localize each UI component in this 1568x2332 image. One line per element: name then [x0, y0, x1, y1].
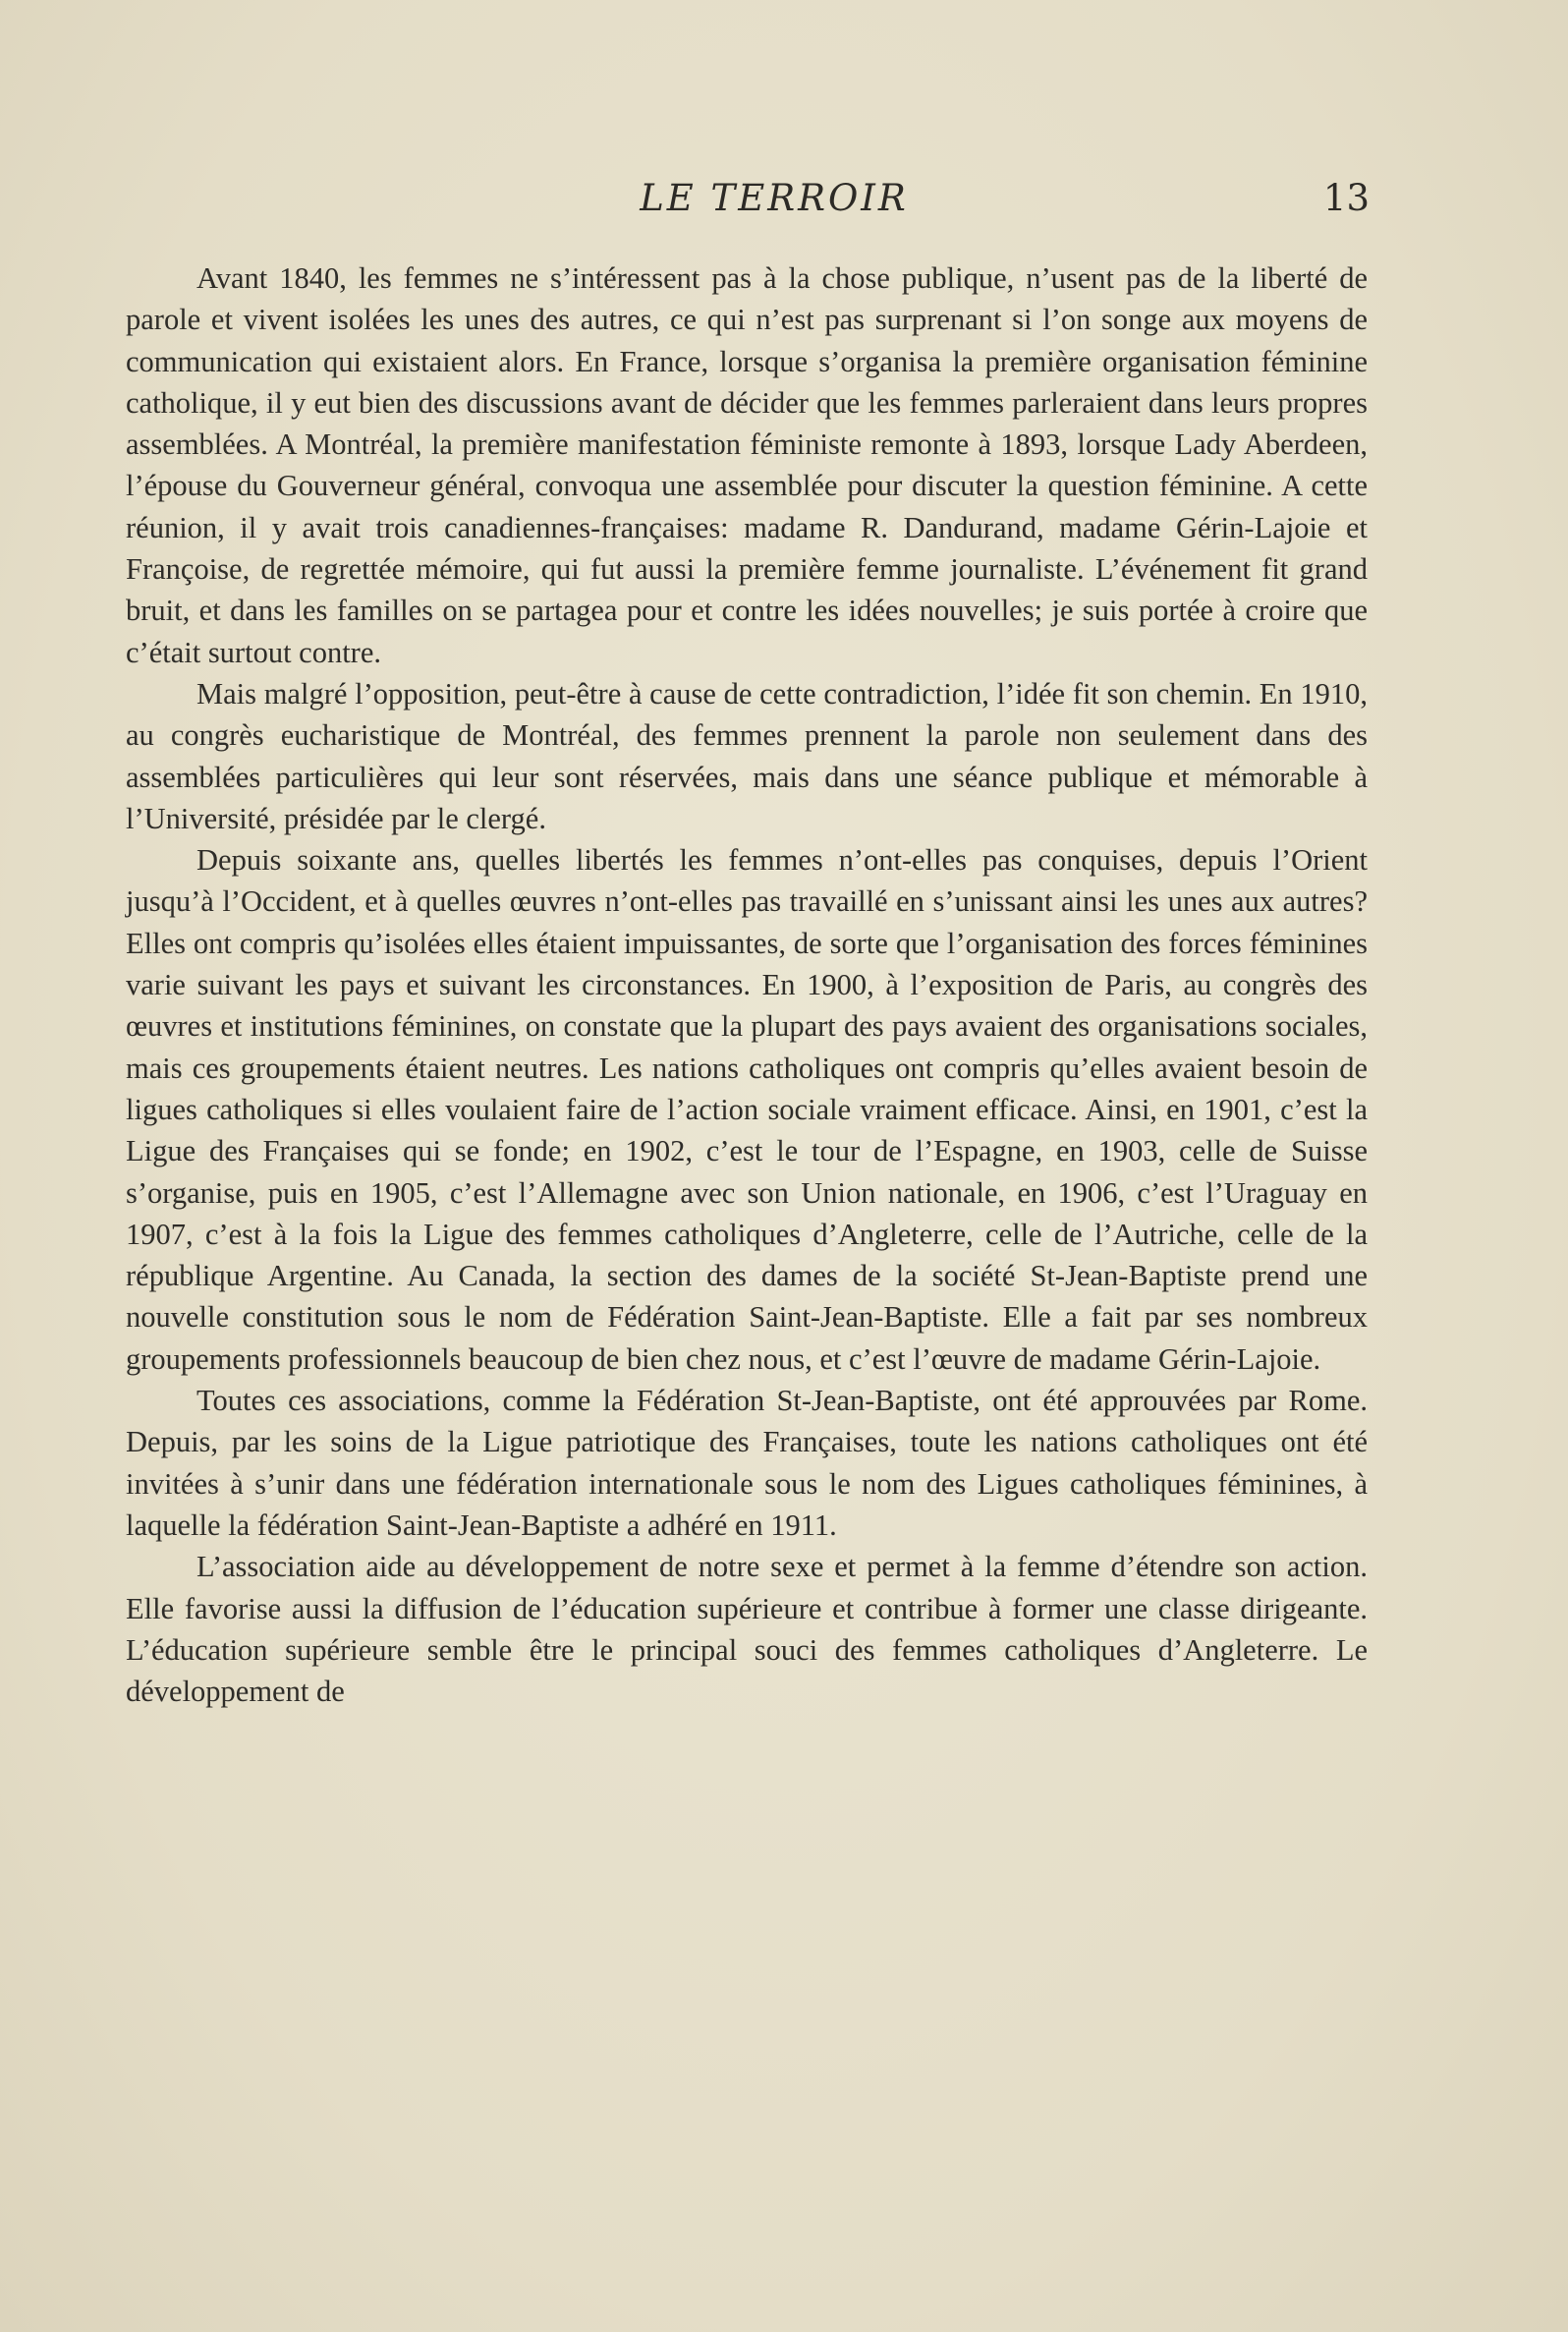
page-header: [179, 169, 1370, 228]
paragraph: Mais malgré l’opposition, peut-être à cause de cette contradiction, l’idée fit son chemin. En 1910, au congrès eucharistique de Montréal, des femmes prennent la parole non seulement dans des assemblées particulières qui leur sont réservées, mais dans une séance publique et mémorable à l’Université, présidée par le clergé.: [126, 676, 1368, 835]
paragraph: Depuis soixante ans, quelles libertés les femmes n’ont-elles pas conquises, depuis l’Orient jusqu’à l’Occident, et à quelles œuvres n’ont-elles pas travaillé en s’unissant ainsi les unes aux autres? Elles ont compris qu’isolées elles étaient impuissantes, de sorte que l’organisation des forces féminines varie suivant les pays et suivant les circonstances. En 1900, à l’exposition de Paris, au congrès des œuvres et institutions féminines, on constate que la plupart des pays avaient des organisations sociales, mais ces groupements étaient neutres. Les nations catholiques ont compris qu’elles avaient besoin de ligues catholiques si elles voulaient faire de l’action sociale vraiment efficace. Ainsi, en 1901, c’est la Ligue des Françaises qui se fonde; en 1902, c’est le tour de l’Espagne, en 1903, celle de Suisse s’organise, puis en 1905, c’est l’Allemagne avec son Union nationale, en 1906, c’est l’Uraguay en 1907, c’est à la fois la Ligue des femmes catholiques d’Angleterre, celle de l’Autriche, celle de la république Argentine. Au Canada, la section des dames de la société St-Jean-Baptiste prend une nouvelle constitution sous le nom de Fédération Saint-Jean-Baptiste. Elle a fait par ses nombreux groupements professionnels beaucoup de bien chez nous, et c’est l’œuvre de madame Gérin-Lajoie.: [126, 843, 1368, 1376]
article-body: [126, 257, 1368, 1712]
page-number: 13: [1322, 177, 1370, 219]
paragraph: Avant 1840, les femmes ne s’intéressent pas à la chose publique, n’usent pas de la liberté de parole et vivent isolées les unes des autres, ce qui n’est pas surprenant si l’on songe aux moyens de communication qui existaient alors. En France, lorsque s’organisa la première organisation féminine catholique, il y eut bien des discussions avant de décider que les femmes parleraient dans leurs propres assemblées. A Montréal, la première manifestation féministe remonte à 1893, lorsque Lady Aberdeen, l’épouse du Gouverneur général, convoqua une assemblée pour discuter la question féminine. A cette réunion, il y avait trois canadiennes-françaises: madame R. Dandurand, madame Gérin-Lajoie et Françoise, de regrettée mémoire, qui fut aussi la première femme journaliste. L’événement fit grand bruit, et dans les familles on se partagea pour et contre les idées nouvelles; je suis portée à croire que c’était surtout contre.: [126, 261, 1368, 669]
paragraph: Toutes ces associations, comme la Fédération St-Jean-Baptiste, ont été approuvées par Rome. Depuis, par les soins de la Ligue patriotique des Françaises, toute les nations catholiques ont été invitées à s’unir dans une fédération internationale sous le nom des Ligues catholiques féminines, à laquelle la fédération Saint-Jean-Baptiste a adhéré en 1911.: [126, 1384, 1368, 1542]
running-title: LE TERROIR: [640, 177, 909, 219]
paragraph: L’association aide au développement de notre sexe et permet à la femme d’étendre son action. Elle favorise aussi la diffusion de l’éducation supérieure et contribue à former une classe dirigeante. L’éducation supérieure semble être le principal souci des femmes catholiques d’Angleterre. Le développement de: [126, 1550, 1368, 1709]
